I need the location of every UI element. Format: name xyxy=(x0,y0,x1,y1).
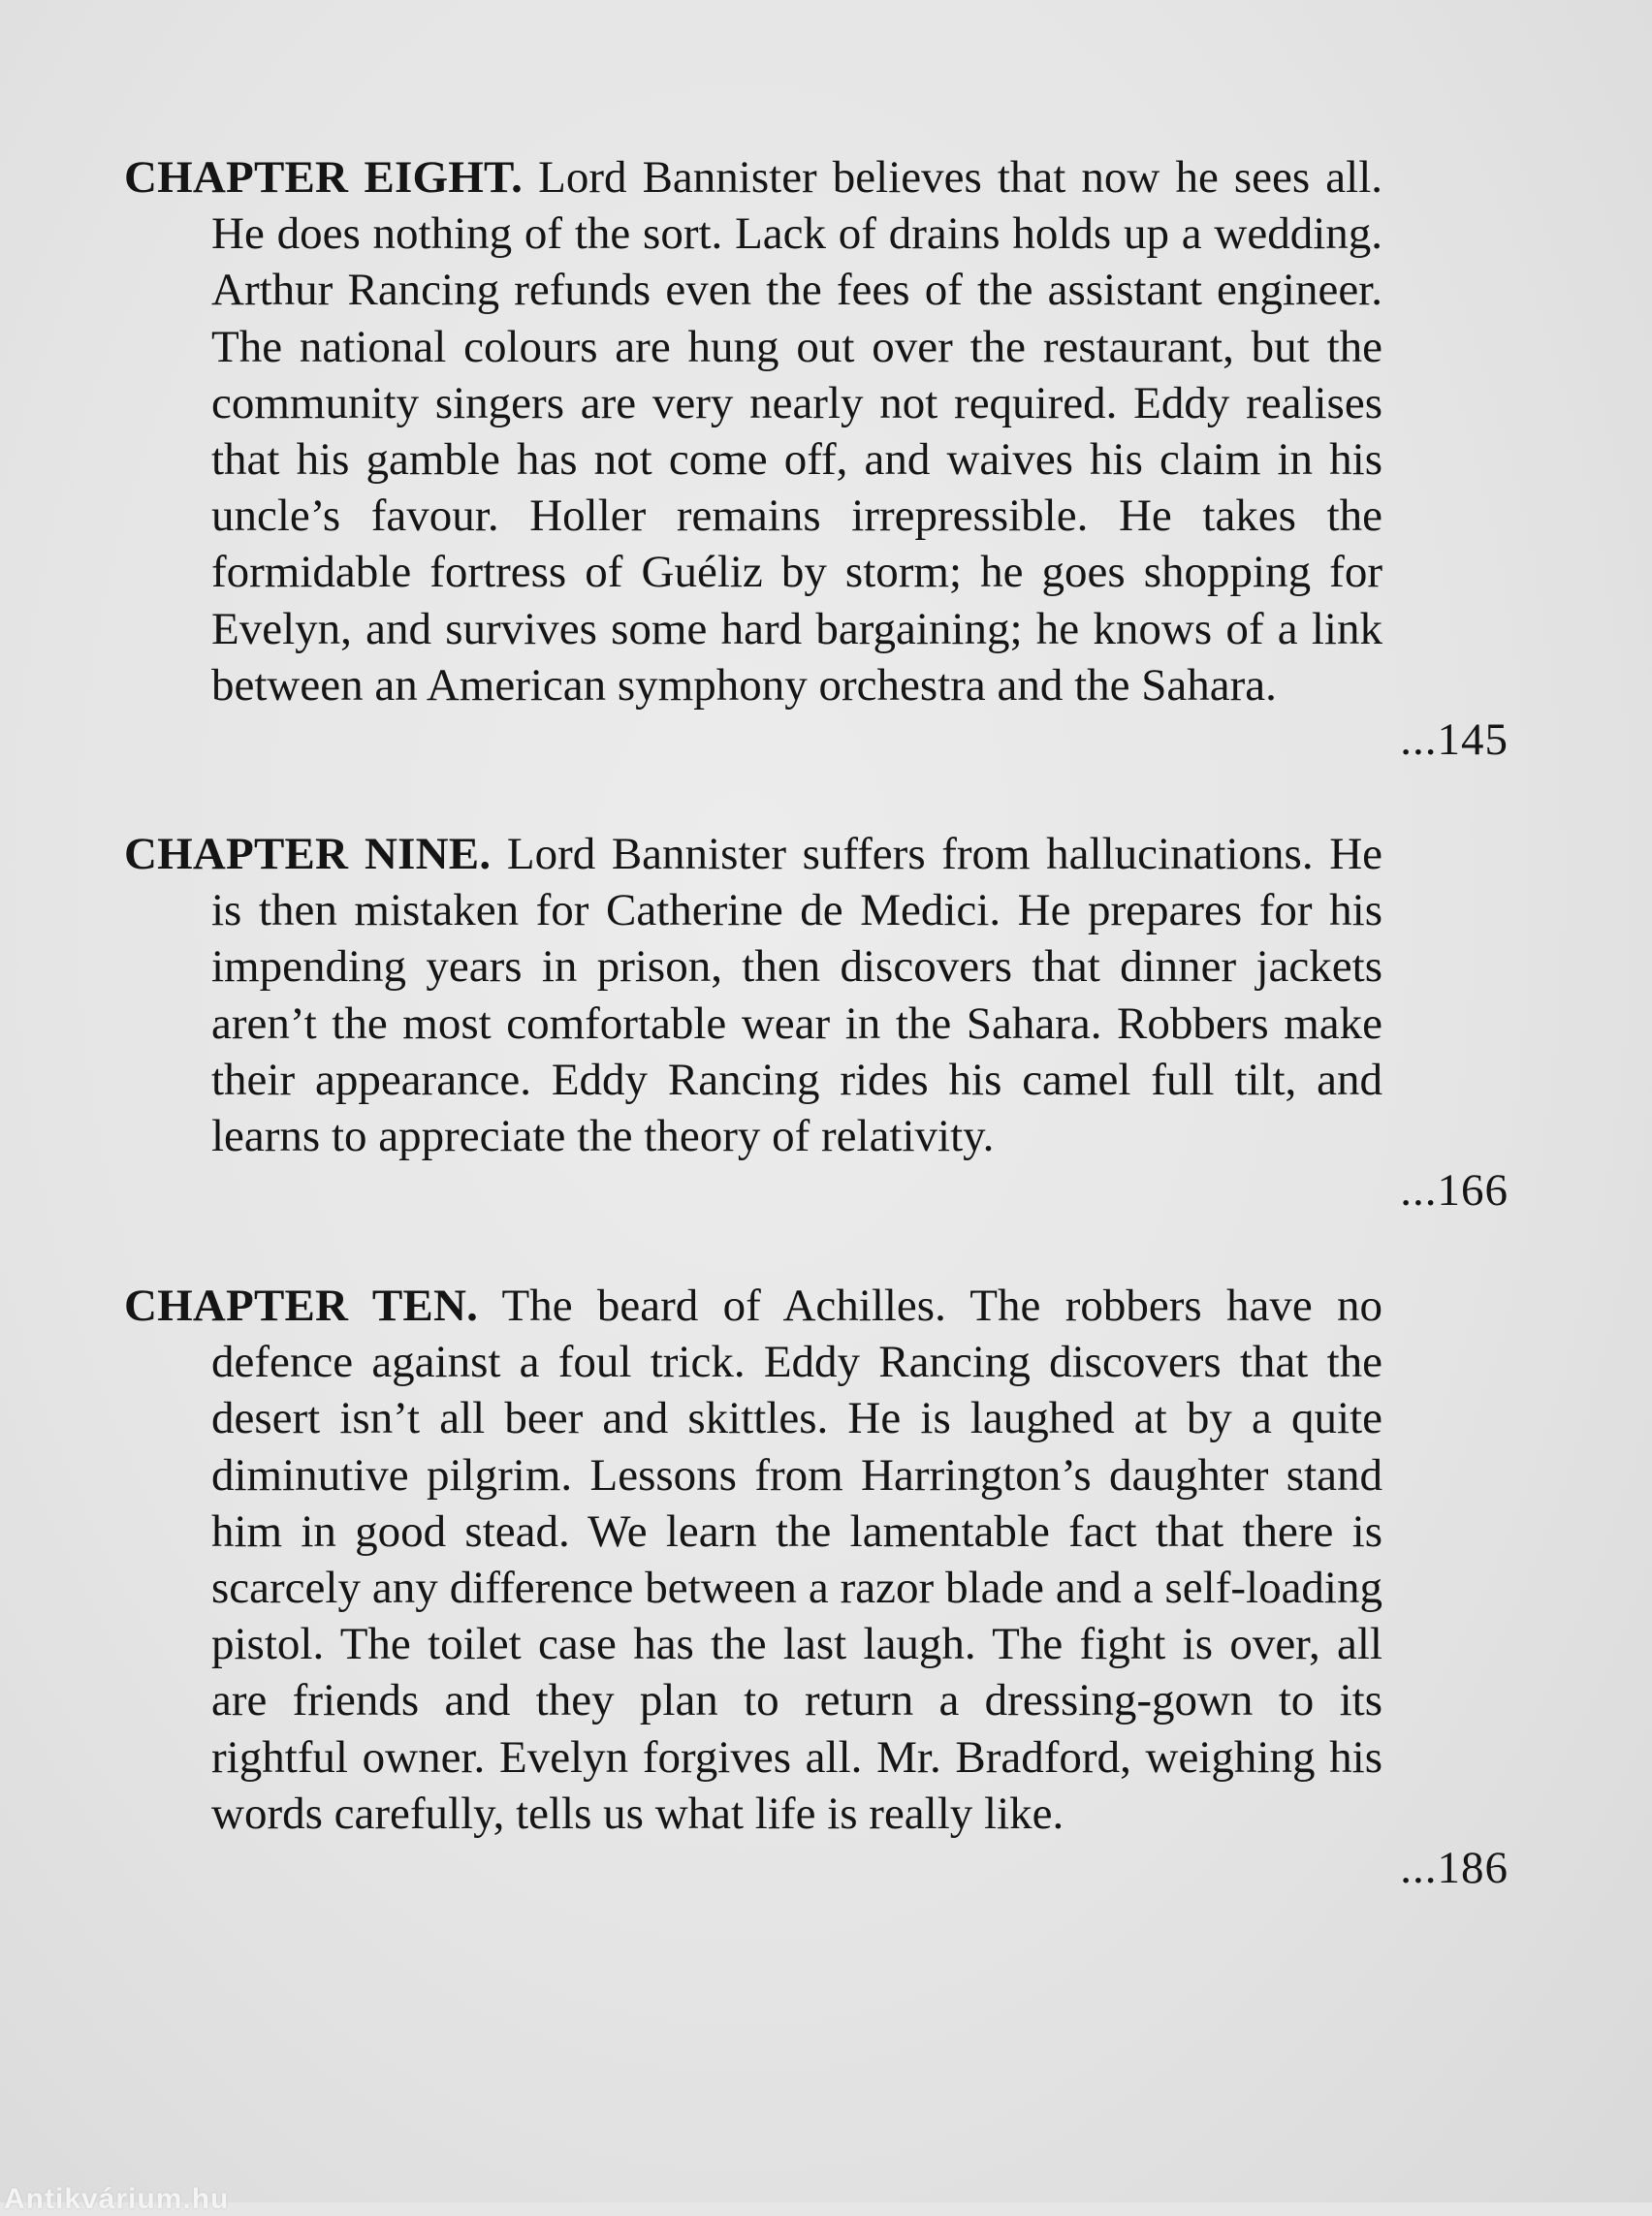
chapter-ten-label: CHAPTER TEN. xyxy=(124,1281,479,1331)
chapter-eight-label: CHAPTER EIGHT. xyxy=(124,152,524,203)
chapter-nine-summary: Lord Bannister suffers from hallucinations. He is then mistaken for Catherine de Medici. He prepares for his impending years in prison, then discovers that dinner jackets aren’t the most comfortable wear in the Sahara. Robbers make their appearance. Eddy Rancing rides his camel full tilt, and learns to appreciate the theory of relativity. xyxy=(211,829,1382,1162)
chapter-nine-page-number: ...166 xyxy=(1400,1165,1509,1216)
watermark: Antikvárium.hu xyxy=(4,2183,230,2215)
toc-entry-text xyxy=(124,826,1382,1164)
chapter-eight-page-number: ...145 xyxy=(1400,714,1509,765)
toc-entry-text xyxy=(124,1278,1382,1842)
chapter-nine-label: CHAPTER NINE. xyxy=(124,829,492,879)
toc-entry-text xyxy=(124,149,1382,713)
toc-entry-chapter-ten xyxy=(124,1278,1509,1893)
chapter-eight-summary: Lord Bannister believes that now he sees all. He does nothing of the sort. Lack of drains holds up a wedding. Arthur Rancing refunds even the fees of the assistant engineer. The national colours are hung out over the restaurant, but the community singers are very nearly not required. Eddy realises that his gamble has not come off, and waives his claim in his uncle’s favour. Holler remains irrepressible. He takes the formidable fortress of Guéliz by storm; he goes shopping for Evelyn, and survives some hard bargaining; he knows of a link between an American symphony orchestra and the Sahara. xyxy=(211,152,1382,711)
chapter-ten-summary: The beard of Achilles. The robbers have no defence against a foul trick. Eddy Rancing discovers that the desert isn’t all beer and skittles. He is laughed at by a quite diminutive pilgrim. Lessons from Harrington’s daughter stand him in good stead. We learn the lamentable fact that there is scarcely any difference between a razor blade and a self-loading pistol. The toilet case has the last laugh. The fight is over, all are friends and they plan to return a dressing-gown to its rightful owner. Evelyn forgives all. Mr. Bradford, weighing his words carefully, tells us what life is really like. xyxy=(211,1281,1382,1839)
toc-entry-chapter-nine xyxy=(124,826,1509,1216)
toc-entry-chapter-eight xyxy=(124,149,1509,765)
chapter-ten-page-number: ...186 xyxy=(1400,1843,1509,1893)
